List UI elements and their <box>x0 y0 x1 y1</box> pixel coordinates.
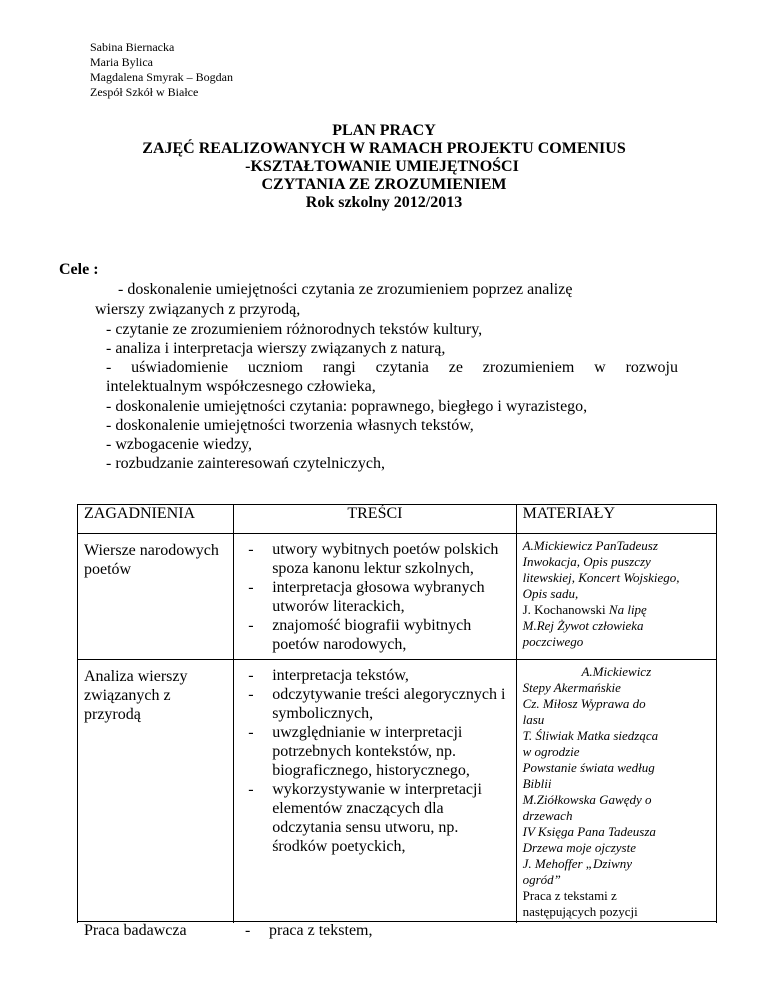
title-line: ZAJĘĆ REALIZOWANYCH W RAMACH PROJEKTU COMENIUS <box>142 140 626 157</box>
content-item: - utwory wybitnych poetów polskich spoza kanonu lektur szkolnych, <box>248 540 511 578</box>
topic-cell <box>78 660 234 922</box>
header-topics: ZAGADNIENIA <box>78 505 234 534</box>
contents-cell <box>234 660 516 922</box>
goal-line: - wzbogacenie wiedzy, <box>106 436 252 453</box>
material-line: ogród” <box>522 872 561 887</box>
table-row <box>78 534 717 660</box>
material-line: litewskiej, Koncert Wojskiego, <box>522 570 680 585</box>
goal-line: - czytanie ze zrozumieniem różnorodnych tekstów kultury, <box>106 321 483 338</box>
content-item: - wykorzystywanie w interpretacji elementów znaczących dla odczytania sensu utworu, np. środków poetyckich, <box>248 780 511 856</box>
material-line: poczciwego <box>522 634 584 649</box>
materials-cell <box>516 660 716 922</box>
topic-text: Analiza wierszy związanych z przyrodą <box>84 668 188 723</box>
content-item: - znajomość biografii wybitnych poetów narodowych, <box>248 616 511 654</box>
school-name: Zespół Szkół w Białce <box>90 85 199 99</box>
goals-label: Cele : <box>59 261 99 278</box>
title-line: PLAN PRACY <box>332 122 436 139</box>
material-line: Powstanie świata według <box>522 760 655 775</box>
goal-line: - analiza i interpretacja wierszy związanych z naturą, <box>106 340 446 357</box>
materials-cell <box>516 534 716 660</box>
content-item: - interpretacja tekstów, <box>248 666 511 685</box>
goal-line: intelektualnym współczesnego człowieka, <box>106 378 376 395</box>
goal-line: - doskonalenie umiejętności tworzenia własnych tekstów, <box>106 417 474 434</box>
title-line: -KSZTAŁTOWANIE UMIEJĘTNOŚCI <box>245 158 519 175</box>
material-line: lasu <box>522 712 545 727</box>
content-item: - uwzględnianie w interpretacji potrzebnych kontekstów, np. biograficznego, historycznego, <box>248 723 511 780</box>
header-materials: MATERIAŁY <box>516 505 716 534</box>
content-item: praca z tekstem, <box>269 922 373 939</box>
material-line: Drzewa moje ojczyste <box>522 840 636 855</box>
material-line: IV Księga Pana Tadeusza <box>522 824 656 839</box>
material-line: drzewach <box>522 808 573 823</box>
material-line: Opis sadu, <box>522 586 579 601</box>
goal-line: - doskonalenie umiejętności czytania ze zrozumieniem poprzez analizę <box>118 281 573 298</box>
goal-line: - doskonalenie umiejętności czytania: poprawnego, biegłego i wyrazistego, <box>106 398 588 415</box>
material-line: A.Mickiewicz PanTadeusz <box>522 538 658 553</box>
author-name: Maria Bylica <box>90 55 153 69</box>
material-title: Na lipę <box>608 602 647 617</box>
author-name: Sabina Biernacka <box>90 40 175 54</box>
material-line: M.Ziółkowska Gawędy o <box>522 792 652 807</box>
material-line: następujących pozycji <box>522 904 638 919</box>
goal-line: - uświadomienie uczniom rangi czytania ze zrozumieniem w rozwoju <box>106 359 678 376</box>
material-line: Inwokacja, Opis puszczy <box>522 554 651 569</box>
content-item-dash: - <box>245 922 251 939</box>
school-year: Rok szkolny 2012/2013 <box>305 194 463 211</box>
table-row <box>78 660 717 922</box>
material-line: M.Rej Żywot człowieka <box>522 618 644 633</box>
table-header-row <box>78 505 717 534</box>
content-item: - interpretacja głosowa wybranych utworów literackich, <box>248 578 511 616</box>
material-line: Biblii <box>522 776 552 791</box>
material-line: w ogrodzie <box>522 744 580 759</box>
contents-cell <box>234 534 516 660</box>
material-line: A.Mickiewicz <box>581 664 652 679</box>
material-line: Cz. Miłosz Wyprawa do <box>522 696 646 711</box>
title-line: CZYTANIA ZE ZROZUMIENIEM <box>261 176 507 193</box>
goal-line: wierszy związanych z przyrodą, <box>95 301 301 318</box>
document-title <box>0 122 768 212</box>
goal-line: - rozbudzanie zainteresowań czytelniczych, <box>106 455 385 472</box>
material-line <box>523 602 716 618</box>
topic-cell: Praca badawcza <box>84 922 187 939</box>
material-line: T. Śliwiak Matka siedząca <box>522 728 659 743</box>
author-name: Magdalena Smyrak – Bogdan <box>90 70 233 84</box>
material-author: J. Kochanowski <box>522 602 609 617</box>
header-contents: TREŚCI <box>234 505 516 534</box>
material-line: Stepy Akermańskie <box>522 680 621 695</box>
material-line: J. Mehoffer „Dziwny <box>522 856 633 871</box>
material-line: Praca z tekstami z <box>522 888 617 903</box>
topic-cell: Wiersze narodowych poetów <box>78 534 234 660</box>
content-item: - odczytywanie treści alegorycznych i symbolicznych, <box>248 685 511 723</box>
plan-table <box>77 504 717 922</box>
authors-block <box>90 40 233 100</box>
